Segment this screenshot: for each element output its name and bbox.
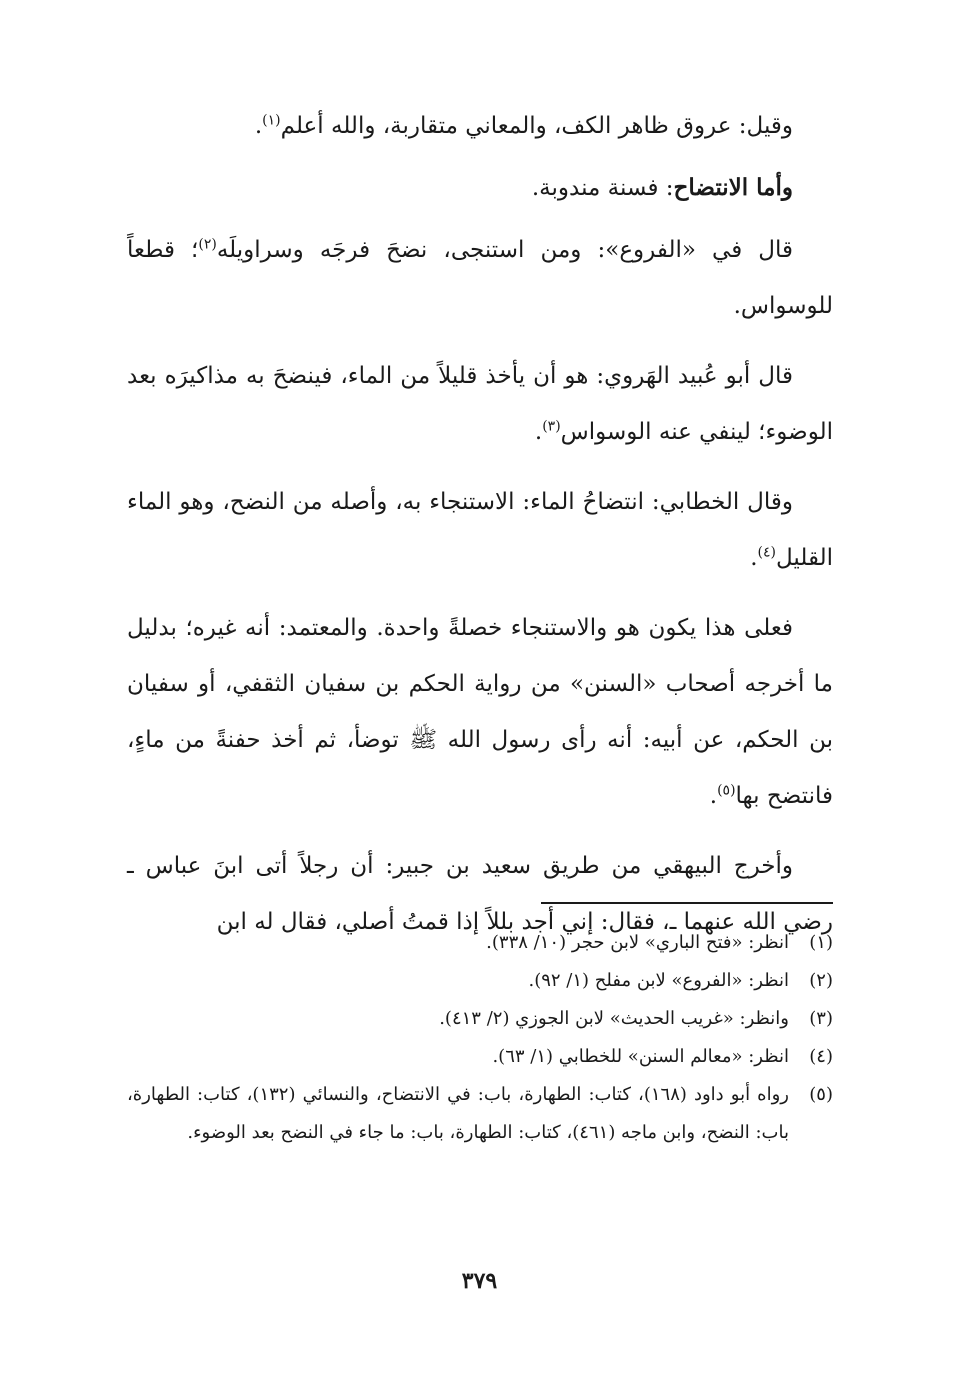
footnote-ref-4: (٤) [757,544,776,561]
paragraph-3-end: ؛ قطعاً للوسواس. [127,237,833,319]
paragraph-1-end: . [254,113,263,139]
footnote-separator [541,902,833,904]
paragraph-1-text: وقيل: عروق ظاهر الكف، والمعاني متقاربة، والله أعلم [280,113,793,139]
footnote-number: (٥) [809,1084,833,1105]
footnote-item [127,1000,833,1038]
footnote-text: رواه أبو داود (١٦٨)، كتاب: الطهارة، باب: في الانتضاح، والنسائي (١٣٢)، كتاب: الطهارة، باب: النضح، وابن ماجه (٤٦١)، كتاب: الطهارة، باب: ما جاء في النضح بعد الوضوء. [127,1084,789,1143]
paragraph-1 [127,98,833,154]
footnote-number: (٤) [809,1046,833,1067]
paragraph-5 [127,474,833,586]
footnote-number: (٢) [809,970,833,991]
footnote-text: انظر: «معالم السنن» للخطابي (١/ ٦٣). [492,1046,789,1067]
paragraph-4 [127,348,833,460]
footnote-ref-5: (٥) [717,782,736,799]
main-text [127,98,833,964]
footnote-item [127,1038,833,1076]
footnote-ref-1: (١) [262,112,281,129]
footnotes [127,924,833,1152]
paragraph-6-text: فعلى هذا يكون هو والاستنجاء خصلةً واحدة. والمعتمد: أنه غيره؛ بدليل ما أخرجه أصحاب «السنن» من رواية الحكم بن سفيان الثقفي، أو سفيان بن الحكم، عن أبيه: أنه رأى رسول الله ﷺ توضأ، ثم أخذ حفنةً من ماءٍ، فانتضح بها [127,615,833,809]
footnote-item [127,962,833,1000]
footnote-text: انظر: «الفروع» لابن مفلح (١/ ٩٢). [528,970,789,991]
paragraph-6-end: . [709,783,718,809]
paragraph-4-text: قال أبو عُبيد الهَروي: هو أن يأخذ قليلاً من الماء، فينضحَ به مذاكيرَه بعد الوضوء؛ لينفي عنه الوسواس [127,363,833,445]
paragraph-5-text: وقال الخطابي: انتضاحُ الماء: الاستنجاء به، وأصله من النضح، وهو الماء القليل [127,489,833,571]
paragraph-7-text: وأخرج البيهقي من طريق سعيد بن جبير: أن رجلاً أتى ابنَ عباس ـ رضي الله عنهما ـ، فقال: إني أجد بللاً إذا قمتُ أصلي، فقال له ابن [127,853,833,935]
footnote-number: (١) [809,932,833,953]
paragraph-2 [127,160,833,216]
paragraph-3-text: قال في «الفروع»: ومن استنجى، نضحَ فرجَه وسراويلَه [216,237,793,263]
footnote-ref-2: (٢) [198,236,217,253]
footnote-number: (٣) [809,1008,833,1029]
page-number: ٣٧٩ [461,1268,498,1294]
paragraph-6 [127,600,833,824]
paragraph-4-end: . [534,419,543,445]
paragraph-5-end: . [750,545,758,571]
footnote-ref-3: (٣) [542,418,561,435]
footnote-text: انظر: «فتح الباري» لابن حجر (١٠/ ٣٣٨). [486,932,789,953]
paragraph-2-heading: وأما الانتضاح [673,174,793,201]
footnote-item [127,1076,833,1152]
footnote-text: وانظر: «غريب الحديث» لابن الجوزي (٢/ ٤١٣). [439,1008,789,1029]
footnote-item [127,924,833,962]
paragraph-2-text: : فسنة مندوبة. [531,175,674,201]
paragraph-3 [127,222,833,334]
